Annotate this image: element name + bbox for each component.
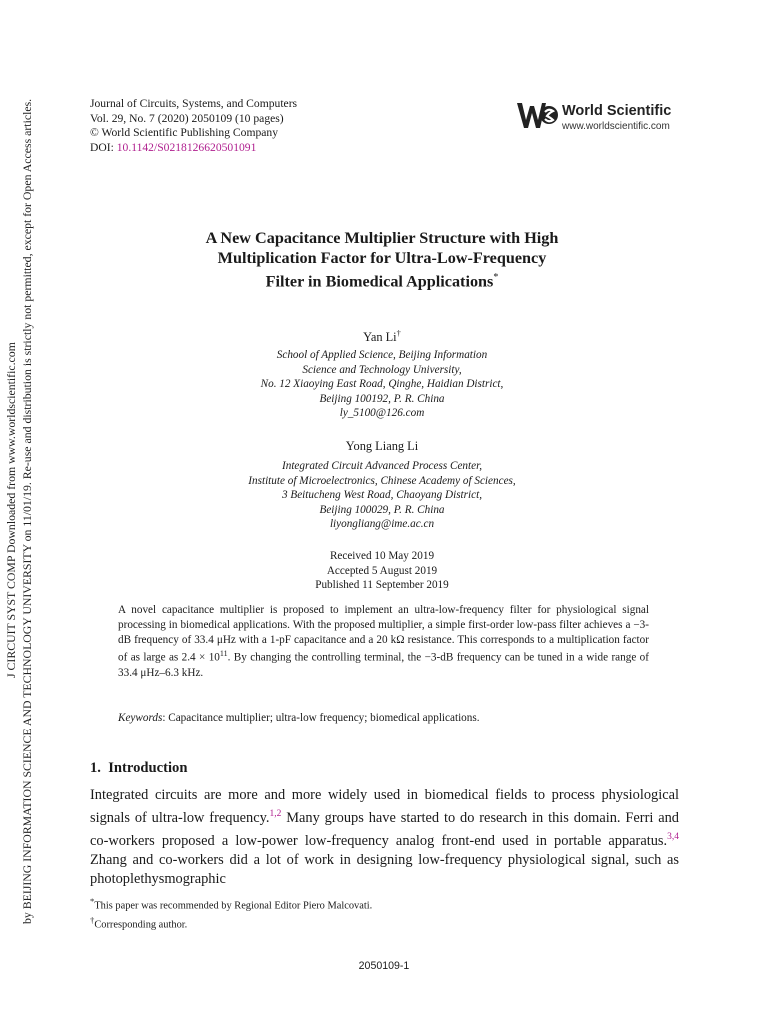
abstract-exponent: 11 [219, 649, 228, 659]
affiliation-line: Beijing 100029, P. R. China [319, 503, 445, 516]
world-scientific-logo-icon [516, 98, 560, 134]
footnote-1-text: This paper was recommended by Regional Editor Piero Malcovati. [94, 900, 373, 912]
author-1-email[interactable]: ly_5100@126.com [339, 407, 425, 420]
journal-volume: Vol. 29, No. 7 (2020) 2050109 (10 pages) [90, 111, 284, 125]
author-2 [90, 439, 674, 454]
doi-label: DOI: [90, 140, 114, 154]
date-published: Published 11 September 2019 [315, 579, 449, 592]
author-2-name: Yong Liang Li [345, 439, 419, 453]
journal-header [90, 97, 297, 155]
affiliation-line: School of Applied Science, Beijing Information [276, 349, 488, 361]
footnote-1-mark: * [90, 896, 95, 906]
journal-doi [90, 141, 297, 156]
citation-link[interactable]: 3,4 [667, 831, 679, 842]
download-notice-line-1: J CIRCUIT SYST COMP Downloaded from www.worldscientific.com [4, 342, 18, 678]
affiliation-line: Beijing 100192, P. R. China [319, 392, 445, 405]
publisher-logo [516, 98, 686, 134]
section-title: Introduction [108, 760, 188, 776]
section-heading [90, 760, 187, 777]
abstract-text-1: A novel capacitance multiplier is proposed to implement an ultra-low-frequency filter for physiological signal processing in biomedical applications. With the proposed multiplier, a simple first-order low-pass filter achieves a −3-dB frequency of 33.4 μHz with a 1-pF capacitance and a 20 kΩ resistance. This corresponds to a multiplication factor of as large as 2.4 × 10 [118, 604, 649, 665]
section-number: 1. [90, 760, 101, 776]
footnote-2-mark: † [90, 915, 95, 926]
title-line-2: Multiplication Factor for Ultra-Low-Frequency [217, 248, 547, 267]
footnote-2-text: Corresponding author. [94, 919, 188, 931]
author-1-affiliation [90, 348, 674, 421]
affiliation-line: Science and Technology University, [302, 363, 462, 376]
affiliation-line: Integrated Circuit Advanced Process Center, [282, 460, 482, 472]
citation-link[interactable]: 1,2 [269, 809, 282, 819]
date-accepted: Accepted 5 August 2019 [326, 564, 438, 577]
title-line-3-text: Filter in Biomedical Applications [265, 272, 494, 291]
keywords [118, 712, 649, 724]
footnote-2 [90, 913, 372, 932]
logo-url: www.worldscientific.com [562, 121, 670, 132]
page-number: 2050109-1 [358, 960, 410, 972]
intro-text-3: Zhang and co-workers did a lot of work in designing low-frequency physiological signal, such as photoplethysmographic [90, 851, 679, 887]
author-1 [90, 328, 674, 345]
footnote-1 [90, 894, 372, 913]
journal-name: Journal of Circuits, Systems, and Computers [90, 97, 298, 110]
author-1-mark: † [396, 328, 401, 338]
keywords-label: Keywords [118, 712, 163, 724]
affiliation-line: 3 Beitucheng West Road, Chaoyang District, [281, 489, 482, 502]
publication-dates [90, 549, 674, 593]
download-notice-sidebar [0, 0, 40, 1024]
affiliation-line: No. 12 Xiaoying East Road, Qinghe, Haidian District, [260, 378, 504, 391]
paper-title [90, 229, 674, 292]
author-2-affiliation [90, 459, 674, 532]
intro-text-1: Integrated circuits are more and more widely used in biomedical fields to process physiological signals of ultra-low frequency. [90, 787, 679, 826]
abstract [118, 603, 649, 681]
logo-name: World Scientific [562, 103, 672, 119]
title-line-3 [90, 268, 674, 292]
download-notice-line-2: by BEIJING INFORMATION SCIENCE AND TECHNOLOGY UNIVERSITY on 11/01/19. Re-use and distribution is strictly not permitted, except for Open Access articles. [20, 98, 34, 924]
author-2-email[interactable]: liyongliang@ime.ac.cn [329, 518, 435, 531]
affiliation-line: Institute of Microelectronics, Chinese Academy of Sciences, [248, 474, 516, 487]
journal-copyright: © World Scientific Publishing Company [90, 126, 279, 140]
introduction-paragraph [90, 786, 679, 889]
author-1-name: Yan Li [363, 330, 397, 345]
title-footnote-mark: * [493, 272, 499, 284]
abstract-text-2: . By changing the controlling terminal, the −3-dB frequency can be tuned in a wide range of 33.4 μHz–6.3 kHz. [118, 652, 649, 679]
doi-link[interactable]: 10.1142/S0218126620501091 [116, 140, 257, 154]
footnotes [90, 894, 372, 933]
title-line-1: A New Capacitance Multiplier Structure with High [205, 229, 559, 247]
keywords-text: : Capacitance multiplier; ultra-low frequency; biomedical applications. [162, 712, 480, 724]
intro-text-2: Many groups have started to do research in this domain. Ferri and co-workers proposed a low-power low-frequency analog front-end used in portable apparatus. [90, 809, 679, 849]
date-received: Received 10 May 2019 [329, 550, 435, 562]
